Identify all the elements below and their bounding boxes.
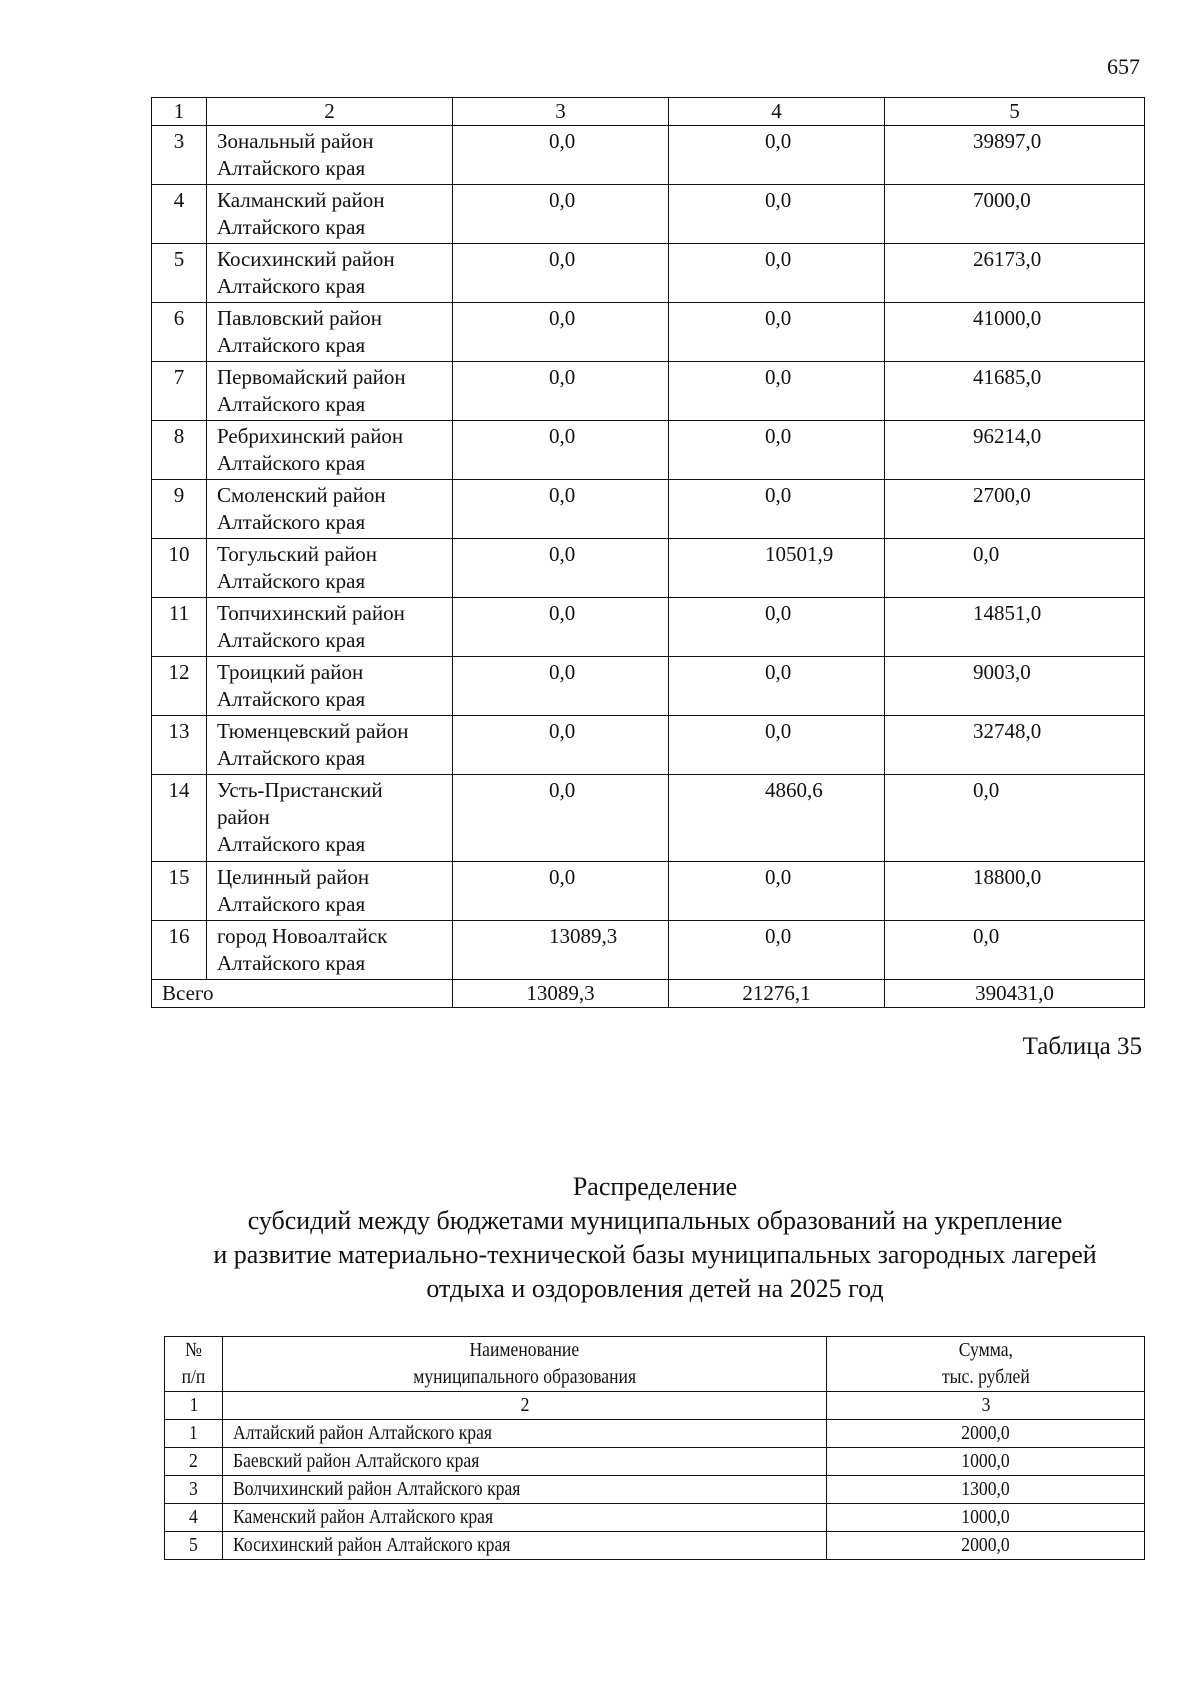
table-row [152, 657, 1145, 716]
amount-cell: 0,0 [669, 303, 885, 362]
name-line: Ребрихинский район [217, 424, 404, 448]
amount-text: 1000,0 [961, 1450, 1010, 1472]
table-row [165, 1504, 1145, 1532]
name-line: Алтайского края [217, 215, 366, 239]
amount-cell: 0,0 [453, 421, 669, 480]
amount-cell: 0,0 [669, 716, 885, 775]
municipality-name-cell [223, 1448, 827, 1476]
title-line: субсидий между бюджетами муниципальных образований на укрепление [247, 1206, 1063, 1235]
amount-cell: 7000,0 [885, 185, 1145, 244]
table-row [152, 480, 1145, 539]
amount-cell: 0,0 [669, 862, 885, 921]
column-number-cell: 5 [885, 98, 1145, 126]
name-line: Усть-Пристанский [217, 778, 383, 802]
municipality-name-text: Волчихинский район Алтайского края [233, 1478, 521, 1500]
amount-cell: 9003,0 [885, 657, 1145, 716]
column-number: 2 [520, 1394, 529, 1416]
municipality-name-cell [207, 598, 453, 657]
name-line: Алтайского края [217, 451, 366, 475]
municipality-name-cell [207, 775, 453, 862]
row-number-text: 2 [188, 1450, 198, 1472]
name-line: Алтайского края [217, 832, 366, 856]
row-number-cell: 4 [152, 185, 207, 244]
municipality-name-cell [207, 126, 453, 185]
name-line: Целинный район [217, 865, 370, 889]
column-number-cell: 4 [669, 98, 885, 126]
header-row [165, 1337, 1145, 1392]
total-amount-cell: 390431,0 [885, 980, 1145, 1008]
column-header-cell [165, 1337, 223, 1392]
name-line: Смоленский район [217, 483, 386, 507]
amount-cell: 0,0 [669, 657, 885, 716]
row-number-cell: 14 [152, 775, 207, 862]
amount-cell: 2700,0 [885, 480, 1145, 539]
total-row [152, 980, 1145, 1008]
row-number-cell [165, 1532, 223, 1560]
name-line: Алтайского края [217, 510, 366, 534]
column-number: 1 [189, 1394, 198, 1416]
name-line: Алтайского края [217, 569, 366, 593]
table-row [152, 362, 1145, 421]
table-row [165, 1532, 1145, 1560]
amount-text: 2000,0 [961, 1534, 1010, 1556]
amount-cell: 0,0 [453, 775, 669, 862]
column-number-cell [223, 1392, 827, 1420]
amount-cell: 41000,0 [885, 303, 1145, 362]
header-line [223, 1337, 826, 1364]
column-number-cell [827, 1392, 1145, 1420]
row-number-cell [165, 1420, 223, 1448]
row-number-text: 4 [188, 1506, 198, 1528]
municipality-name-cell [207, 362, 453, 421]
name-line: Алтайского края [217, 746, 366, 770]
amount-cell: 0,0 [885, 539, 1145, 598]
municipality-name-cell [207, 862, 453, 921]
row-number-cell: 11 [152, 598, 207, 657]
amount-cell: 4860,6 [669, 775, 885, 862]
allocation-table-continued [151, 97, 1145, 1008]
title-line: и развитие материально-технической базы муниципальных загородных лагерей [213, 1240, 1097, 1269]
municipality-name-cell [207, 921, 453, 980]
municipality-name-cell [207, 539, 453, 598]
amount-cell: 13089,3 [453, 921, 669, 980]
page-number: 657 [1107, 54, 1140, 79]
amount-cell: 0,0 [885, 921, 1145, 980]
total-amount-cell: 21276,1 [669, 980, 885, 1008]
municipality-name-text: Баевский район Алтайского края [233, 1450, 480, 1472]
row-number-cell [165, 1504, 223, 1532]
table-row [152, 303, 1145, 362]
total-amount-cell: 13089,3 [453, 980, 669, 1008]
row-number-cell: 3 [152, 126, 207, 185]
row-number-cell: 15 [152, 862, 207, 921]
name-line: Алтайского края [217, 156, 366, 180]
amount-cell: 0,0 [453, 539, 669, 598]
name-line: Алтайского края [217, 392, 366, 416]
name-line: Тюменцевский район [217, 719, 409, 743]
table-row [152, 716, 1145, 775]
amount-cell: 0,0 [453, 244, 669, 303]
amount-cell: 0,0 [453, 716, 669, 775]
name-line: Топчихинский район [217, 601, 405, 625]
municipality-name-text: Алтайский район Алтайского края [233, 1422, 493, 1444]
amount-text: 2000,0 [961, 1422, 1010, 1444]
table-row [152, 126, 1145, 185]
row-number-text: 5 [188, 1534, 198, 1556]
table-row [152, 598, 1145, 657]
amount-cell: 10501,9 [669, 539, 885, 598]
row-number-text: 3 [188, 1478, 198, 1500]
amount-cell: 0,0 [453, 480, 669, 539]
row-number-text: 1 [188, 1422, 198, 1444]
municipality-name-cell [207, 421, 453, 480]
municipality-name-cell [207, 303, 453, 362]
header-row [152, 98, 1145, 126]
header-text: Наименование [469, 1339, 580, 1361]
amount-cell: 18800,0 [885, 862, 1145, 921]
header-line [827, 1337, 1144, 1364]
table-row [152, 421, 1145, 480]
name-line: Алтайского края [217, 892, 366, 916]
amount-cell: 0,0 [669, 480, 885, 539]
amount-cell: 39897,0 [885, 126, 1145, 185]
header-line [827, 1364, 1144, 1391]
amount-cell: 14851,0 [885, 598, 1145, 657]
row-number-cell [165, 1476, 223, 1504]
table-row [165, 1476, 1145, 1504]
header-text: № [185, 1339, 202, 1361]
row-number-cell: 13 [152, 716, 207, 775]
municipality-name-cell [207, 716, 453, 775]
name-line: Тогульский район [217, 542, 378, 566]
amount-cell: 0,0 [669, 421, 885, 480]
table-row [165, 1448, 1145, 1476]
municipality-name-cell [223, 1532, 827, 1560]
name-line: Алтайского края [217, 274, 366, 298]
municipality-name-cell [223, 1504, 827, 1532]
amount-cell: 0,0 [669, 185, 885, 244]
municipality-name-text: Каменский район Алтайского края [233, 1506, 494, 1528]
table-row [165, 1420, 1145, 1448]
amount-cell: 0,0 [453, 657, 669, 716]
row-number-cell: 6 [152, 303, 207, 362]
title-line: Распределение [572, 1172, 738, 1201]
row-number-cell: 16 [152, 921, 207, 980]
name-line: город Новоалтайск [217, 924, 388, 948]
row-number-cell [165, 1448, 223, 1476]
name-line: Косихинский район [217, 247, 395, 271]
amount-cell: 32748,0 [885, 716, 1145, 775]
amount-cell: 0,0 [669, 126, 885, 185]
column-header-cell [827, 1337, 1145, 1392]
municipality-name-cell [207, 657, 453, 716]
table-row [152, 244, 1145, 303]
column-number-cell: 1 [152, 98, 207, 126]
row-number-cell: 9 [152, 480, 207, 539]
amount-cell: 0,0 [453, 185, 669, 244]
row-number-cell: 8 [152, 421, 207, 480]
column-number: 3 [981, 1394, 990, 1416]
column-header-cell [223, 1337, 827, 1392]
amount-cell: 0,0 [453, 362, 669, 421]
amount-cell: 96214,0 [885, 421, 1145, 480]
table-row [152, 775, 1145, 862]
name-line: Калманский район [217, 188, 385, 212]
amount-text: 1300,0 [961, 1478, 1010, 1500]
column-number-cell: 2 [207, 98, 453, 126]
amount-text: 1000,0 [961, 1506, 1010, 1528]
header-text: п/п [181, 1366, 206, 1388]
amount-cell [827, 1448, 1145, 1476]
municipality-name-cell [207, 185, 453, 244]
amount-cell: 0,0 [453, 126, 669, 185]
table-row [152, 185, 1145, 244]
name-line: район [217, 805, 270, 829]
header-line [165, 1337, 222, 1364]
name-line: Первомайский район [217, 365, 406, 389]
name-line: Троицкий район [217, 660, 364, 684]
amount-cell: 41685,0 [885, 362, 1145, 421]
header-line [165, 1364, 222, 1391]
amount-cell: 0,0 [669, 244, 885, 303]
amount-cell: 0,0 [669, 598, 885, 657]
column-number-cell [165, 1392, 223, 1420]
name-line: Павловский район [217, 306, 382, 330]
name-line: Алтайского края [217, 628, 366, 652]
municipality-name-cell [223, 1420, 827, 1448]
amount-cell: 0,0 [669, 362, 885, 421]
amount-cell [827, 1504, 1145, 1532]
amount-cell: 26173,0 [885, 244, 1145, 303]
amount-cell [827, 1420, 1145, 1448]
row-number-cell: 5 [152, 244, 207, 303]
table-label: Таблица 35 [1022, 1033, 1142, 1060]
amount-cell [827, 1532, 1145, 1560]
total-label-cell: Всего [152, 980, 453, 1008]
table-row [152, 921, 1145, 980]
amount-cell: 0,0 [453, 598, 669, 657]
name-line: Зональный район [217, 129, 374, 153]
row-number-cell: 7 [152, 362, 207, 421]
header-text: муниципального образования [413, 1366, 636, 1388]
header-line [223, 1364, 826, 1391]
amount-cell: 0,0 [453, 303, 669, 362]
column-number-cell: 3 [453, 98, 669, 126]
title-line: отдыха и оздоровления детей на 2025 год [426, 1274, 884, 1303]
header-text: тыс. рублей [941, 1366, 1030, 1388]
amount-cell: 0,0 [669, 921, 885, 980]
amount-cell: 0,0 [885, 775, 1145, 862]
name-line: Алтайского края [217, 951, 366, 975]
header-text: Сумма, [958, 1339, 1013, 1361]
row-number-cell: 12 [152, 657, 207, 716]
amount-cell [827, 1476, 1145, 1504]
document-title [150, 1170, 1160, 1306]
table-row [152, 539, 1145, 598]
municipality-name-cell [223, 1476, 827, 1504]
table-row [152, 862, 1145, 921]
amount-cell: 0,0 [453, 862, 669, 921]
column-number-row [165, 1392, 1145, 1420]
municipality-name-cell [207, 244, 453, 303]
municipality-name-text: Косихинский район Алтайского края [233, 1534, 511, 1556]
subsidy-table [164, 1336, 1145, 1560]
name-line: Алтайского края [217, 333, 366, 357]
municipality-name-cell [207, 480, 453, 539]
row-number-cell: 10 [152, 539, 207, 598]
name-line: Алтайского края [217, 687, 366, 711]
